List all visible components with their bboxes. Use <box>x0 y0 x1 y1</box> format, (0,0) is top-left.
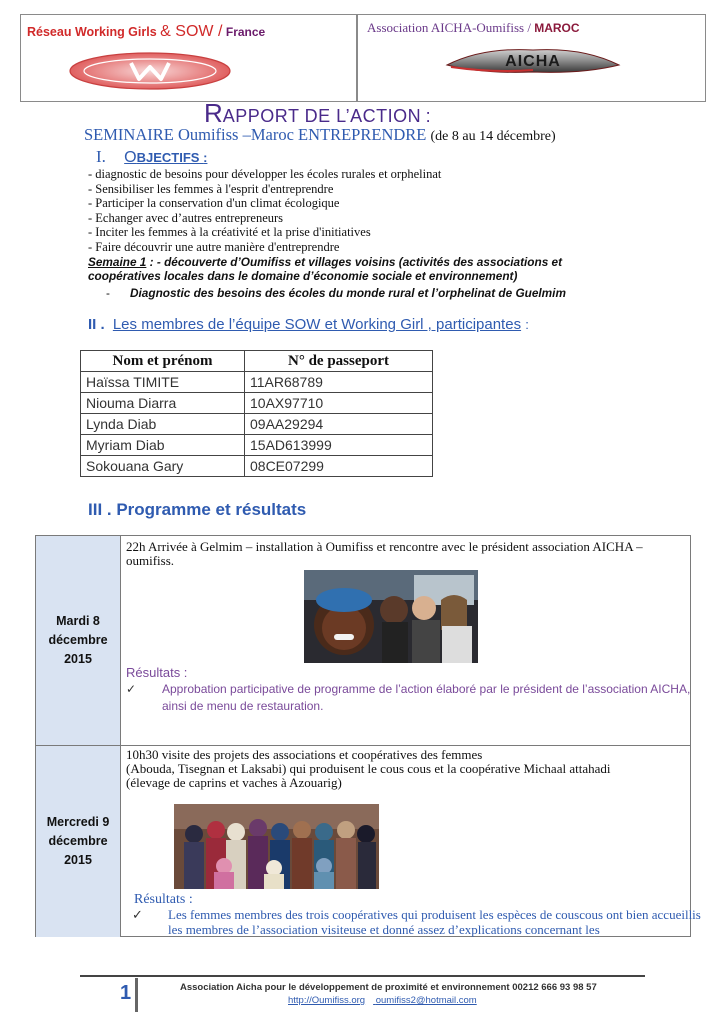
section-objectives-heading <box>96 147 207 167</box>
member-passport: 15AD613999 <box>245 435 433 456</box>
section-number: I. <box>96 147 106 166</box>
member-name: Myriam Diab <box>81 435 245 456</box>
activity-line: (élevage de caprins et vaches à Azouarig) <box>126 775 342 790</box>
title-rest: APPORT DE L’ACTION <box>222 106 422 126</box>
member-name: Niouma Diarra <box>81 393 245 414</box>
objectives-list <box>88 167 441 255</box>
week1-text: : - découverte d’Oumifiss et villages voisins (activités des associations et coopératives locales dans le domaine d’économie sociale et environnement) <box>88 255 563 283</box>
bullet-dash: - <box>106 286 110 300</box>
day-cell <box>36 746 121 937</box>
diagnostic-text: Diagnostic des besoins des écoles du monde rural et l’orphelinat de Guelmim <box>130 286 566 300</box>
page-number: 1 <box>120 982 132 1004</box>
objective-item: - Participer la conservation d'un climat écologique <box>88 196 340 211</box>
footer-divider <box>80 975 645 977</box>
header-right-box <box>356 14 706 102</box>
footer-association: Association Aicha pour le développement de proximité et environnement 00212 666 93 98 57 <box>180 982 597 993</box>
day-year: 2015 <box>64 652 92 666</box>
objective-item: - diagnostic de besoins pour développer les écoles rurales et orphelinat <box>88 167 442 181</box>
header-country-france: France <box>225 25 266 39</box>
section-program-heading: III . Programme et résultats <box>88 500 307 519</box>
activity-text <box>126 748 682 790</box>
aicha-logo <box>443 45 623 77</box>
title-initial: R <box>204 98 223 128</box>
section-title: Les membres de l’équipe SOW et Working Girl , participantes <box>112 316 522 333</box>
result-item <box>126 681 718 715</box>
column-header-name: Nom et prénom <box>81 351 245 372</box>
section-title-colon: : <box>525 317 529 332</box>
section-title-initial: O <box>124 149 137 166</box>
seminar-label: SEMINAIRE Oumifiss –Maroc ENTREPRENDRE <box>84 125 427 144</box>
table-row <box>81 414 433 435</box>
member-passport: 08CE07299 <box>245 456 433 477</box>
program-row-day1 <box>36 536 690 745</box>
result-text: Les femmes membres des trois coopératives qui produisent les espèces de couscous ont bien accueillis les membres de l’association visiteuse et donné assez d’explications concernant les <box>168 907 701 937</box>
section-number: II . <box>88 316 105 333</box>
website-link[interactable]: http://Oumifiss.org <box>288 995 366 1006</box>
column-header-passport: N° de passeport <box>245 351 433 372</box>
member-name: Sokouana Gary <box>81 456 245 477</box>
aicha-logo-text: AICHA <box>505 53 561 70</box>
day-month: décembre <box>48 633 108 647</box>
week1-description <box>88 255 628 283</box>
program-row-day2 <box>36 745 701 937</box>
header-left-box <box>20 14 358 102</box>
result-item <box>132 907 708 937</box>
section-members-heading <box>88 316 529 333</box>
member-name: Lynda Diab <box>81 414 245 435</box>
header-sow: & SOW / <box>160 23 223 40</box>
group-photo-cooperative <box>174 804 379 889</box>
group-photo-car <box>304 570 478 663</box>
member-passport: 11AR68789 <box>245 372 433 393</box>
page-number-bar <box>135 978 138 1012</box>
results-label: Résultats : <box>134 892 193 907</box>
day-month: décembre <box>48 834 108 848</box>
day-year: 2015 <box>64 853 92 867</box>
activity-text: 22h Arrivée à Gelmim – installation à Oumifiss et rencontre avec le président association AICHA – oumifiss. <box>126 539 643 568</box>
day-label: Mercredi 9 <box>46 815 110 829</box>
objective-item: - Inciter les femmes à la créativité et la prise d'initiatives <box>88 225 371 240</box>
email-link[interactable]: oumifiss2@hotmail.com <box>375 995 477 1006</box>
objective-item: - Echanger avec d’autres entrepreneurs <box>88 210 284 225</box>
footer-links <box>288 995 485 1006</box>
program-table <box>35 535 701 937</box>
table-row <box>81 456 433 477</box>
table-row <box>81 393 433 414</box>
member-passport: 09AA29294 <box>245 414 433 435</box>
week1-label: Semaine 1 <box>88 255 147 269</box>
activity-line: (Abouda, Tisegnan et Laksabi) qui produisent le cous cous et la coopérative Michaal attahadi <box>126 761 611 776</box>
table-row <box>81 435 433 456</box>
members-table <box>80 350 433 477</box>
member-name: Haïssa TIMITE <box>81 372 245 393</box>
section-title-rest: BJECTIFS <box>136 150 200 165</box>
title-colon: : <box>425 106 432 126</box>
member-passport: 10AX97710 <box>245 393 433 414</box>
seminar-line <box>84 125 556 145</box>
checkmark-icon: ✓ <box>126 682 137 696</box>
activity-line: 10h30 visite des projets des associations et coopératives des femmes <box>126 747 483 762</box>
association-name: Association AICHA-Oumifiss / <box>367 20 531 35</box>
seminar-dates: (de 8 au 14 décembre) <box>430 129 556 144</box>
table-row <box>81 372 433 393</box>
results-label: Résultats : <box>126 665 188 680</box>
header-network-name: Réseau Working Girls <box>27 25 157 39</box>
header-right-title <box>367 20 580 36</box>
week1-diagnostic <box>106 286 566 300</box>
checkmark-icon: ✓ <box>132 907 143 922</box>
result-text: Approbation participative de programme de l’action élaboré par le président de l’association AICHA, ainsi de menu de restauration. <box>162 682 691 713</box>
objective-item: - Sensibiliser les femmes à l'esprit d'entreprendre <box>88 181 334 196</box>
day-cell <box>36 536 121 745</box>
header-country-maroc: MAROC <box>534 21 580 35</box>
header-left-title <box>27 23 265 41</box>
table-header-row <box>81 351 433 372</box>
objective-item: - Faire découvrir une autre manière d'entreprendre <box>88 239 340 254</box>
working-girls-logo <box>65 45 245 97</box>
day-label: Mardi 8 <box>56 614 100 628</box>
section-title-colon: : <box>203 150 208 165</box>
